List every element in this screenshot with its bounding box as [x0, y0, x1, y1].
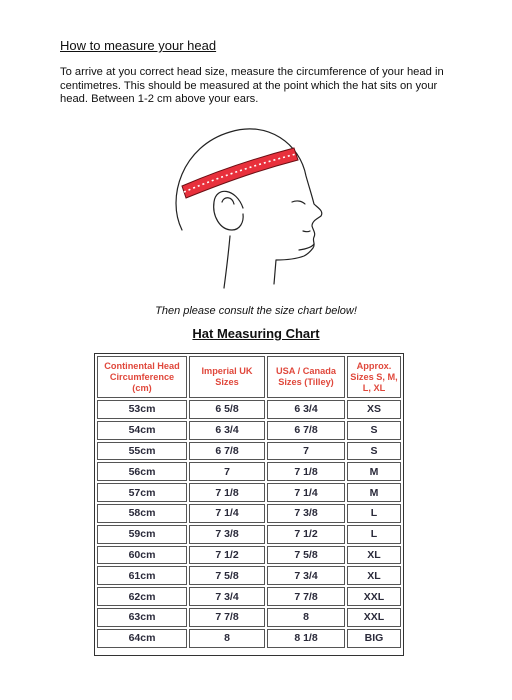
approx-size-cell: S	[347, 421, 401, 440]
blank-row	[97, 650, 401, 670]
approx-size-cell: L	[347, 504, 401, 523]
usa-canada-cell: 7 5/8	[267, 546, 345, 565]
continental-cell: 56cm	[97, 462, 187, 481]
approx-size-cell: XXL	[347, 587, 401, 606]
usa-canada-cell: 7 1/2	[267, 525, 345, 544]
continental-cell: 63cm	[97, 608, 187, 627]
imperial-uk-cell: 6 5/8	[189, 400, 265, 419]
approx-size-cell: BIG	[347, 629, 401, 648]
imperial-uk-cell: 6 7/8	[189, 442, 265, 461]
eye-line	[292, 201, 305, 204]
continental-cell: 53cm	[97, 400, 187, 419]
continental-cell: 55cm	[97, 442, 187, 461]
approx-size-cell: XS	[347, 400, 401, 419]
column-header-continental: Continental Head Circumference (cm)	[97, 356, 187, 398]
approx-size-cell: XXL	[347, 608, 401, 627]
approx-size-cell: M	[347, 483, 401, 502]
table-row	[97, 566, 401, 585]
usa-canada-cell: 7 3/8	[267, 504, 345, 523]
imperial-uk-cell: 7 5/8	[189, 566, 265, 585]
size-table	[95, 354, 403, 672]
table-body	[97, 400, 401, 670]
table-row	[97, 629, 401, 648]
usa-canada-cell: 7 1/4	[267, 483, 345, 502]
table-row	[97, 546, 401, 565]
usa-canada-cell: 7	[267, 442, 345, 461]
table-row	[97, 504, 401, 523]
blank-cell	[97, 650, 401, 670]
head-measuring-illustration	[160, 118, 340, 298]
usa-canada-cell: 6 7/8	[267, 421, 345, 440]
imperial-uk-cell: 7 3/8	[189, 525, 265, 544]
page-heading: How to measure your head	[60, 38, 217, 53]
chart-title: Hat Measuring Chart	[192, 326, 320, 341]
imperial-uk-cell: 7 3/4	[189, 587, 265, 606]
table-row	[97, 525, 401, 544]
usa-canada-cell: 7 3/4	[267, 566, 345, 585]
usa-canada-cell: 6 3/4	[267, 400, 345, 419]
imperial-uk-cell: 7 1/8	[189, 483, 265, 502]
column-header-approx-size: Approx. Sizes S, M, L, XL	[347, 356, 401, 398]
imperial-uk-cell: 8	[189, 629, 265, 648]
hat-size-chart	[94, 353, 404, 656]
table-row	[97, 608, 401, 627]
usa-canada-cell: 7 1/8	[267, 462, 345, 481]
approx-size-cell: M	[347, 462, 401, 481]
ear-outline	[214, 191, 243, 230]
approx-size-cell: L	[347, 525, 401, 544]
continental-cell: 59cm	[97, 525, 187, 544]
usa-canada-cell: 8 1/8	[267, 629, 345, 648]
measuring-tape-icon	[182, 148, 298, 198]
continental-cell: 58cm	[97, 504, 187, 523]
head-outline	[176, 129, 322, 284]
table-row	[97, 483, 401, 502]
approx-size-cell: S	[347, 442, 401, 461]
table-row	[97, 421, 401, 440]
neck-line	[224, 236, 230, 288]
continental-cell: 60cm	[97, 546, 187, 565]
usa-canada-cell: 8	[267, 608, 345, 627]
approx-size-cell: XL	[347, 566, 401, 585]
imperial-uk-cell: 7 7/8	[189, 608, 265, 627]
continental-cell: 64cm	[97, 629, 187, 648]
continental-cell: 62cm	[97, 587, 187, 606]
continental-cell: 57cm	[97, 483, 187, 502]
imperial-uk-cell: 7 1/2	[189, 546, 265, 565]
table-row	[97, 587, 401, 606]
imperial-uk-cell: 7	[189, 462, 265, 481]
column-header-imperial-uk: Imperial UK Sizes	[189, 356, 265, 398]
intro-paragraph: To arrive at you correct head size, measure the circumference of your head in centimetres. This should be measured at the point which the hat sits on your head. Between 1-2 cm above your ears.	[60, 66, 444, 106]
table-header-row	[97, 356, 401, 398]
continental-cell: 61cm	[97, 566, 187, 585]
consult-text: Then please consult the size chart below!	[155, 305, 357, 317]
continental-cell: 54cm	[97, 421, 187, 440]
imperial-uk-cell: 7 1/4	[189, 504, 265, 523]
imperial-uk-cell: 6 3/4	[189, 421, 265, 440]
approx-size-cell: XL	[347, 546, 401, 565]
table-row	[97, 400, 401, 419]
usa-canada-cell: 7 7/8	[267, 587, 345, 606]
table-row	[97, 462, 401, 481]
column-header-usa-canada: USA / Canada Sizes (Tilley)	[267, 356, 345, 398]
table-row	[97, 442, 401, 461]
